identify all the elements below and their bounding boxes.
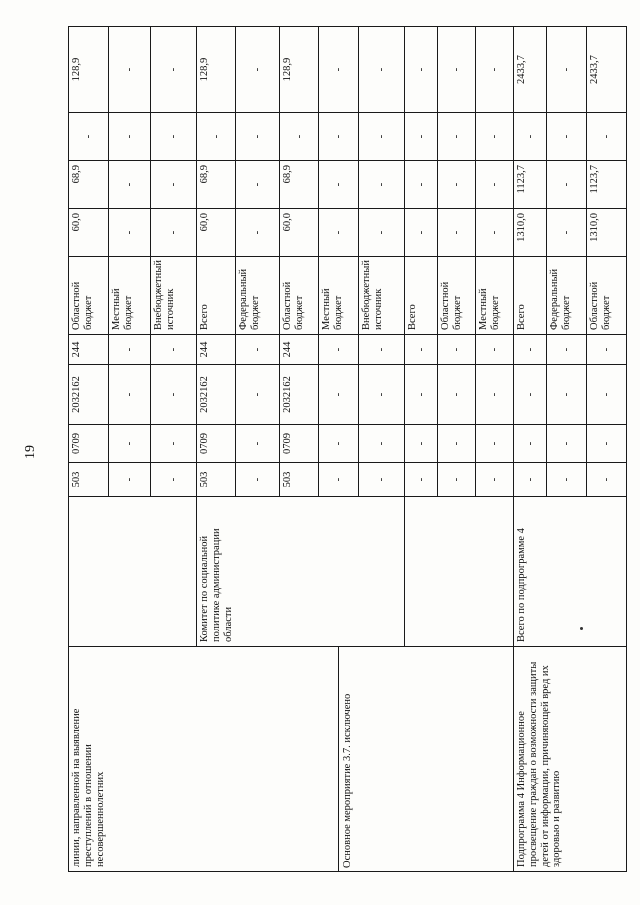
value-cell: 2433,7: [514, 27, 547, 113]
code-cell: -: [319, 425, 359, 463]
source-cell: Местный бюджет: [109, 257, 151, 335]
value-cell: -: [359, 161, 405, 209]
source-cell: Внебюджетный источник: [151, 257, 197, 335]
value-cell: -: [438, 209, 476, 257]
value-cell: -: [476, 113, 514, 161]
code-cell: -: [236, 365, 280, 425]
code-cell: -: [109, 463, 151, 497]
source-cell: Всего: [514, 257, 547, 335]
value-cell: -: [109, 113, 151, 161]
value-cell: 60,0: [69, 209, 109, 257]
value-cell: 68,9: [280, 161, 319, 209]
code-cell: 2032162: [69, 365, 109, 425]
value-cell: -: [514, 113, 547, 161]
code-cell: -: [405, 463, 438, 497]
code-cell: -: [236, 335, 280, 365]
value-cell: -: [476, 161, 514, 209]
code-cell: -: [405, 365, 438, 425]
value-cell: -: [109, 161, 151, 209]
value-cell: -: [236, 27, 280, 113]
value-cell: -: [359, 113, 405, 161]
source-cell: Федеральный бюджет: [547, 257, 587, 335]
value-cell: 128,9: [69, 27, 109, 113]
value-cell: -: [280, 113, 319, 161]
value-cell: -: [438, 27, 476, 113]
table-row: [514, 27, 547, 872]
value-cell: -: [547, 27, 587, 113]
value-cell: -: [151, 113, 197, 161]
value-cell: -: [359, 27, 405, 113]
code-cell: -: [476, 463, 514, 497]
value-cell: -: [151, 161, 197, 209]
code-cell: -: [151, 463, 197, 497]
source-cell: Всего: [405, 257, 438, 335]
executor-cell: Всего по подпрограмме 4: [514, 497, 627, 647]
value-cell: -: [405, 27, 438, 113]
rotated-table-container: [68, 27, 618, 872]
source-cell: Местный бюджет: [476, 257, 514, 335]
executor-cell-empty: [69, 497, 197, 647]
value-cell: 1123,7: [587, 161, 627, 209]
code-cell: -: [438, 365, 476, 425]
program-cell: линии, направленной на выявление преступлений в отношении несовершеннолетних: [69, 647, 514, 872]
code-cell: -: [587, 365, 627, 425]
code-cell: -: [151, 335, 197, 365]
table-row: [69, 27, 109, 872]
value-cell: -: [236, 161, 280, 209]
code-cell: 0709: [197, 425, 236, 463]
code-cell: -: [476, 335, 514, 365]
value-cell: -: [236, 209, 280, 257]
value-cell: -: [405, 113, 438, 161]
code-cell: -: [587, 463, 627, 497]
code-cell: 503: [197, 463, 236, 497]
value-cell: 128,9: [280, 27, 319, 113]
value-cell: -: [319, 113, 359, 161]
value-cell: -: [405, 209, 438, 257]
code-cell: -: [405, 425, 438, 463]
code-cell: -: [438, 335, 476, 365]
value-cell: -: [438, 161, 476, 209]
code-cell: -: [587, 425, 627, 463]
code-cell: -: [319, 463, 359, 497]
value-cell: 68,9: [197, 161, 236, 209]
code-cell: 0709: [280, 425, 319, 463]
code-cell: -: [359, 335, 405, 365]
value-cell: -: [405, 161, 438, 209]
value-cell: -: [109, 209, 151, 257]
measure-37-label: Основное мероприятие 3.7. исключено: [342, 693, 353, 868]
value-cell: -: [319, 209, 359, 257]
code-cell: -: [476, 425, 514, 463]
code-cell: 244: [197, 335, 236, 365]
code-cell: -: [476, 365, 514, 425]
code-cell: -: [438, 463, 476, 497]
value-cell: -: [236, 113, 280, 161]
source-cell: Областной бюджет: [587, 257, 627, 335]
value-cell: -: [547, 161, 587, 209]
value-cell: -: [151, 209, 197, 257]
value-cell: 60,0: [197, 209, 236, 257]
value-cell: -: [109, 27, 151, 113]
executor-cell-empty: [405, 497, 514, 647]
code-cell: -: [359, 425, 405, 463]
source-cell: Областной бюджет: [69, 257, 109, 335]
code-cell: -: [109, 335, 151, 365]
source-cell: Федеральный бюджет: [236, 257, 280, 335]
value-cell: -: [547, 209, 587, 257]
code-cell: -: [514, 365, 547, 425]
code-cell: 2032162: [197, 365, 236, 425]
executor-cell: Комитет по социальной политике администрации области: [197, 497, 405, 647]
code-cell: -: [151, 425, 197, 463]
code-cell: -: [359, 365, 405, 425]
code-cell: -: [547, 335, 587, 365]
code-cell: -: [405, 335, 438, 365]
value-cell: -: [476, 209, 514, 257]
value-cell: -: [319, 27, 359, 113]
source-cell: Областной бюджет: [438, 257, 476, 335]
value-cell: -: [197, 113, 236, 161]
code-cell: -: [438, 425, 476, 463]
value-cell: -: [69, 113, 109, 161]
measure-divider: [338, 647, 339, 872]
code-cell: 0709: [69, 425, 109, 463]
value-cell: 2433,7: [587, 27, 627, 113]
value-cell: -: [547, 113, 587, 161]
code-cell: -: [236, 425, 280, 463]
code-cell: -: [547, 425, 587, 463]
code-cell: -: [151, 365, 197, 425]
value-cell: 68,9: [69, 161, 109, 209]
value-cell: 1123,7: [514, 161, 547, 209]
source-cell: Местный бюджет: [319, 257, 359, 335]
code-cell: -: [514, 335, 547, 365]
value-cell: -: [359, 209, 405, 257]
value-cell: -: [438, 113, 476, 161]
code-cell: -: [109, 425, 151, 463]
code-cell: -: [236, 463, 280, 497]
code-cell: -: [547, 463, 587, 497]
source-cell: Областной бюджет: [280, 257, 319, 335]
value-cell: -: [587, 113, 627, 161]
code-cell: -: [109, 365, 151, 425]
value-cell: -: [476, 27, 514, 113]
value-cell: 60,0: [280, 209, 319, 257]
value-cell: -: [319, 161, 359, 209]
code-cell: -: [587, 335, 627, 365]
code-cell: 503: [69, 463, 109, 497]
value-cell: -: [151, 27, 197, 113]
value-cell: 1310,0: [587, 209, 627, 257]
stray-dot: [580, 627, 583, 630]
code-cell: 2032162: [280, 365, 319, 425]
code-cell: 244: [69, 335, 109, 365]
code-cell: -: [514, 425, 547, 463]
value-cell: 1310,0: [514, 209, 547, 257]
code-cell: 244: [280, 335, 319, 365]
code-cell: -: [319, 335, 359, 365]
source-cell: Внебюджетный источник: [359, 257, 405, 335]
code-cell: -: [319, 365, 359, 425]
subprogram-cell: Подпрограмма 4 Информационное просвещение граждан о возможности защиты детей от информации, причиняющей вред их здоровью и развитию: [514, 647, 627, 872]
value-cell: 128,9: [197, 27, 236, 113]
source-cell: Всего: [197, 257, 236, 335]
page-number: 19: [23, 445, 38, 459]
code-cell: -: [359, 463, 405, 497]
code-cell: 503: [280, 463, 319, 497]
code-cell: -: [547, 365, 587, 425]
code-cell: -: [514, 463, 547, 497]
